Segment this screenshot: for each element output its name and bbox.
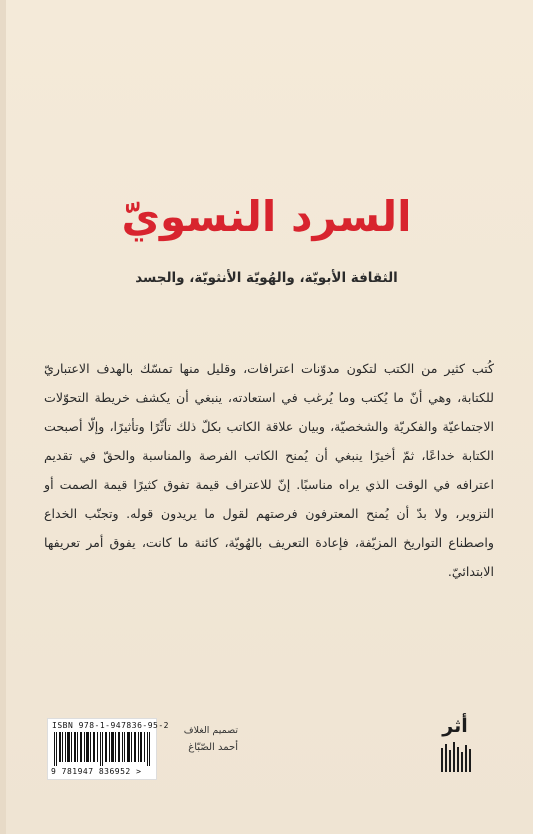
blurb-text: [44, 354, 494, 586]
book-title: السرد النسويّ: [121, 192, 412, 241]
cover-design-credit: [160, 722, 238, 756]
book-subtitle: الثقافة الأبويّة، والهُويّة الأنثويّة، والجسد: [135, 270, 398, 286]
design-role-label: تصميم الغلاف: [183, 725, 238, 736]
cover-edge: [0, 0, 6, 834]
barcode-icon: [54, 732, 152, 766]
publisher-bars-icon: [441, 742, 471, 772]
publisher-logo: [437, 716, 473, 774]
isbn-barcode-box: [47, 718, 169, 780]
designer-name: أحمد الصّبّاغ: [188, 742, 238, 753]
blurb-paragraph: كُتب كثير من الكتب لتكون مدوّنات اعترافات، وقليل منها تمسّك بالهدف الاعتباريّ للكتابة، وهي أنّ ما يُكتب وما يُرغب في استعادته، ينبغي أن يكشف خريطة التحوّلات الاجتماعيّة والفكريّة والشخصيّة، وبيان علاقة الكاتب بكلّ ذلك تأثّرًا وتأثيرًا، وإلّا أصبحت الكتابة خداعًا، ثمّ أخيرًا ينبغي أن يُمنح الكاتب الفرصة والمناسبة والحقّ في تقديم اعترافه في الوقت الذي يراه مناسبًا. إنّ للاعتراف قيمة تفوق كثيرًا قيمة الصمت أو التزوير، ولا بدّ أن يُمنح المعترفون فرصتهم لقول ما يريدون قوله. وتجنّب الخداع واصطناع التواريخ المزيّفة، فإعادة التعريف بالهُويّة، كائنة ما كانت، يفوق أمر تعريفها الابتدائيّ.: [44, 361, 494, 579]
publisher-name: أثر: [442, 715, 468, 737]
isbn-digits: 9 781947 836952 >: [51, 767, 142, 776]
isbn-label: ISBN 978-1-947836-95-2: [52, 721, 169, 730]
